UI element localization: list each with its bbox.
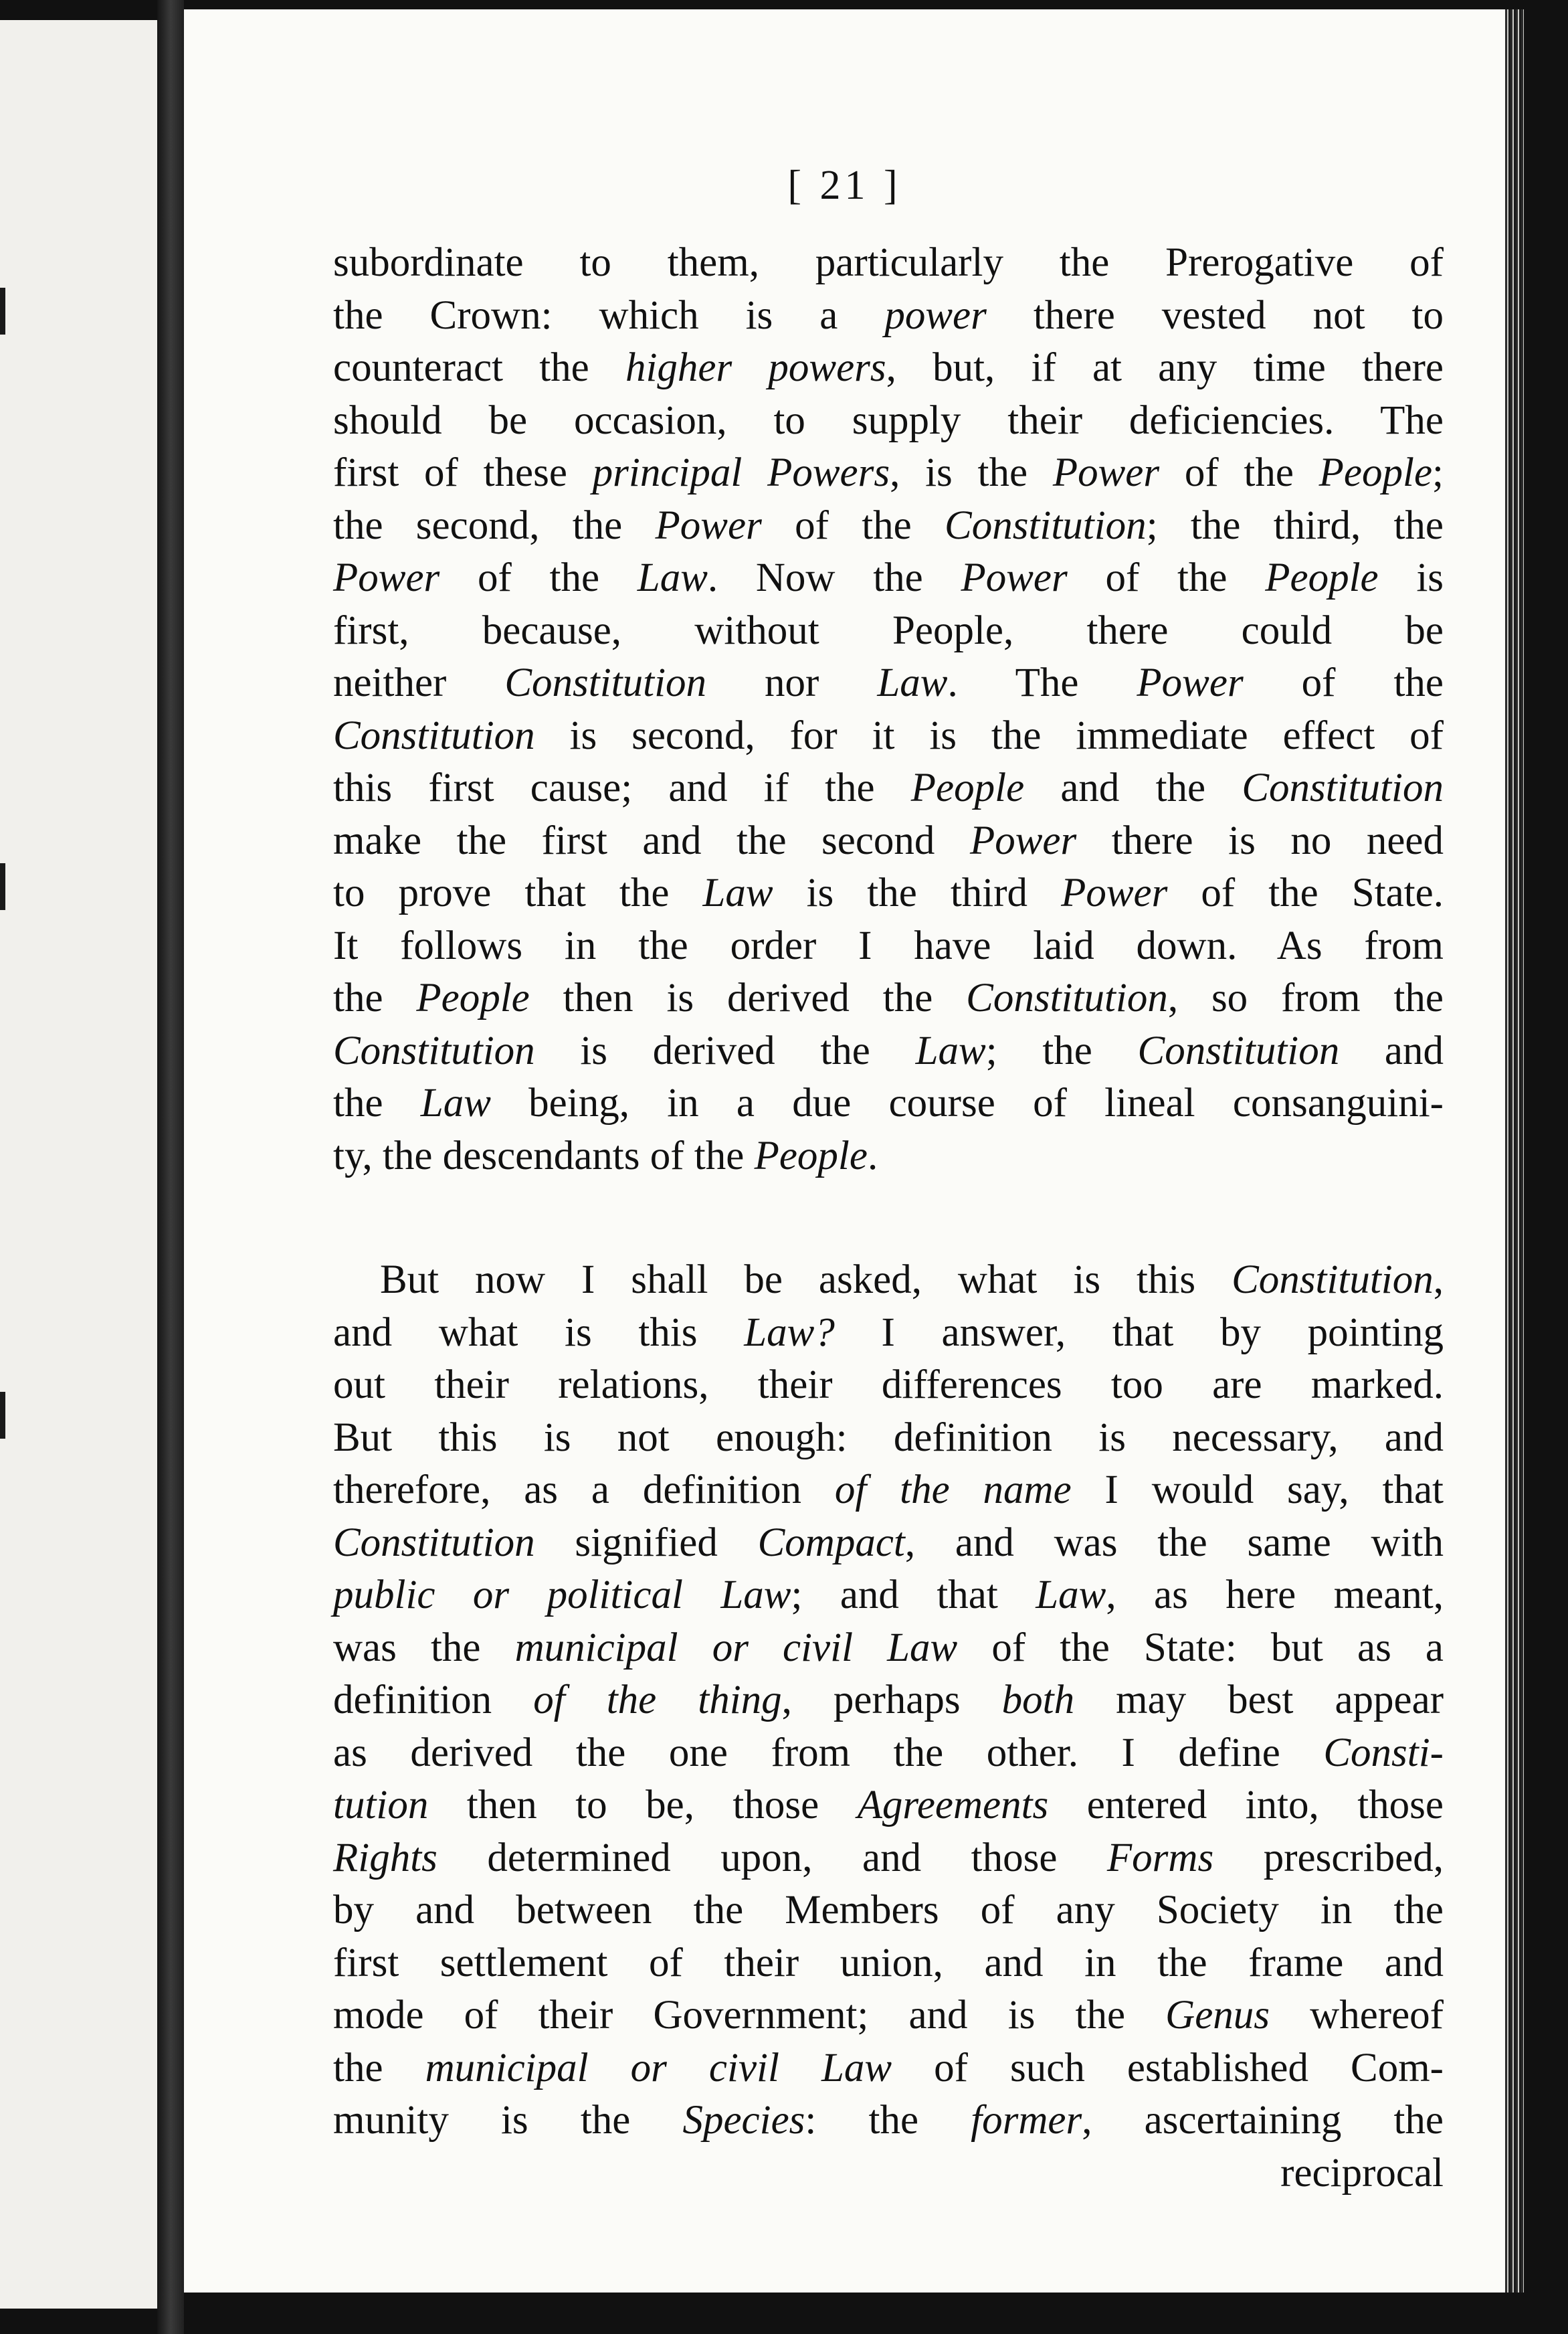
text-line: the Crown: which is a power there vested not to: [333, 292, 1444, 338]
text-line: subordinate to them, particularly the Prerogative of: [333, 240, 1444, 285]
text-line: should be occasion, to supply their deficiencies. The: [333, 397, 1444, 443]
text-line: therefore, as a definition of the name I would say, that: [333, 1467, 1444, 1512]
text-line: But now I shall be asked, what is this Constitution,: [380, 1257, 1444, 1302]
facing-page-edge: [0, 20, 157, 2309]
text-line: the second, the Power of the Constitution; the third, the: [333, 503, 1444, 548]
text-line: first of these principal Powers, is the Power of the People;: [333, 450, 1444, 495]
facing-page-mark: [0, 288, 5, 335]
text-line: to prove that the Law is the third Power of the State.: [333, 871, 1444, 915]
text-line: definition of the thing, perhaps both may best appear: [333, 1678, 1444, 1722]
text-line: tution then to be, those Agreements entered into, those: [333, 1783, 1444, 1827]
facing-page-mark: [0, 1392, 5, 1439]
book-page: [184, 9, 1505, 2293]
text-line: Constitution signified Compact, and was the same with: [333, 1520, 1444, 1565]
text-line: mode of their Government; and is the Genus whereof: [333, 1993, 1444, 2038]
paragraph-1: [333, 237, 1444, 1182]
text-line: this first cause; and if the People and the Constitution: [333, 766, 1444, 810]
text-line: was the municipal or civil Law of the State: but as a: [333, 1625, 1444, 1670]
text-line: Power of the Law. Now the Power of the People is: [333, 555, 1444, 600]
text-line: the municipal or civil Law of such established Com-: [333, 2045, 1444, 2090]
text-line: counteract the higher powers, but, if at any time there: [333, 345, 1444, 390]
text-line: neither Constitution nor Law. The Power of the: [333, 660, 1444, 705]
page-fore-edge: [1505, 9, 1524, 2293]
paragraph-2: [333, 1254, 1444, 2200]
text-line: first, because, without People, there could be: [333, 608, 1444, 653]
text-line: public or political Law; and that Law, as here meant,: [333, 1573, 1444, 1617]
text-line: the People then is derived the Constitution, so from the: [333, 976, 1444, 1020]
catchword: reciprocal: [1280, 2150, 1444, 2195]
text-line: It follows in the order I have laid down. As from: [333, 923, 1444, 968]
text-line: by and between the Members of any Society in the: [333, 1888, 1444, 1933]
text-line: Constitution is second, for it is the immediate effect of: [333, 713, 1444, 758]
text-line: munity is the Species: the former, ascertaining the: [333, 2098, 1444, 2143]
facing-page-mark: [0, 863, 5, 910]
text-line: make the first and the second Power there is no need: [333, 818, 1444, 863]
text-line: and what is this Law? I answer, that by pointing: [333, 1310, 1444, 1355]
text-line: ty, the descendants of the People.: [333, 1133, 878, 1178]
page-number: [ 21 ]: [787, 163, 902, 208]
text-line: But this is not enough: definition is necessary, and: [333, 1415, 1444, 1460]
text-line: the Law being, in a due course of lineal consanguini-: [333, 1081, 1444, 1126]
text-line: Constitution is derived the Law; the Constitution and: [333, 1028, 1444, 1073]
text-line: Rights determined upon, and those Forms prescribed,: [333, 1835, 1444, 1880]
text-line: first settlement of their union, and in the frame and: [333, 1940, 1444, 1985]
text-line: out their relations, their differences too are marked.: [333, 1362, 1444, 1407]
book-gutter: [157, 0, 184, 2334]
text-line: as derived the one from the other. I define Consti-: [333, 1730, 1444, 1775]
